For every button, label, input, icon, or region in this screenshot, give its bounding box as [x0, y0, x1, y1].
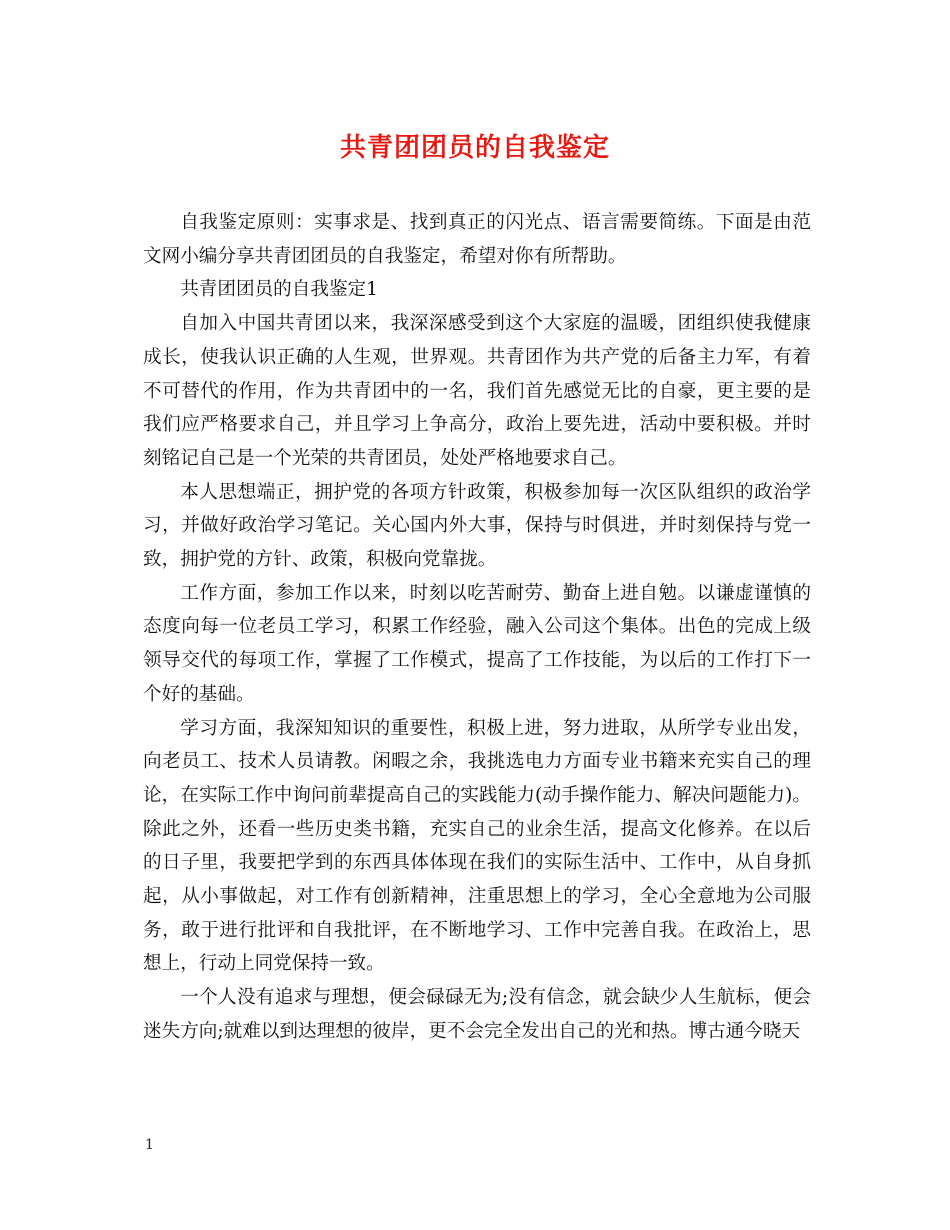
paragraph: 工作方面，参加工作以来，时刻以吃苦耐劳、勤奋上进自勉。以谦虚谨慎的态度向每一位老员工学习，积累工作经验，融入公司这个集体。出色的完成上级领导交代的每项工作，掌握了工作模式，提高了工作技能，为以后的工作打下一个好的基础。	[143, 582, 811, 705]
section-heading: 共青团团员的自我鉴定1	[180, 279, 378, 301]
paragraph: 自加入中国共青团以来，我深深感受到这个大家庭的温暖，团组织使我健康成长，使我认识正确的人生观，世界观。共青团作为共产党的后备主力军，有着不可替代的作用，作为共青团中的一名，我们首先感觉无比的自豪，更主要的是我们应严格要求自己，并且学习上争高分，政治上要先进，活动中要积极。并时刻铭记自己是一个光荣的共青团员，处处严格地要求自己。	[143, 313, 811, 469]
paragraph: 本人思想端正，拥护党的各项方针政策，积极参加每一次区队组织的政治学习，并做好政治学习笔记。关心国内外大事，保持与时俱进，并时刻保持与党一致，拥护党的方针、政策，积极向党靠拢。	[143, 481, 811, 571]
document-title: 共青团团员的自我鉴定	[339, 133, 610, 163]
document-body	[143, 206, 811, 1049]
paragraph: 一个人没有追求与理想，便会碌碌无为;没有信念，就会缺少人生航标，便会迷失方向;就难以到达理想的彼岸，更不会完全发出自己的光和热。博古通今晓天	[143, 987, 811, 1042]
page-number: 1	[145, 1137, 154, 1153]
paragraph-intro: 自我鉴定原则：实事求是、找到真正的闪光点、语言需要简练。下面是由范文网小编分享共青团团员的自我鉴定，希望对你有所帮助。	[143, 212, 811, 267]
paragraph: 学习方面，我深知知识的重要性，积极上进，努力进取，从所学专业出发，向老员工、技术人员请教。闲暇之余，我挑选电力方面专业书籍来充实自己的理论，在实际工作中询问前辈提高自己的实践能力(动手操作能力、解决问题能力)。除此之外，还看一些历史类书籍，充实自己的业余生活，提高文化修养。在以后的日子里，我要把学到的东西具体体现在我们的实际生活中、工作中，从自身抓起，从小事做起，对工作有创新精神，注重思想上的学习，全心全意地为公司服务，敢于进行批评和自我批评，在不断地学习、工作中完善自我。在政治上，思想上，行动上同党保持一致。	[143, 717, 811, 975]
